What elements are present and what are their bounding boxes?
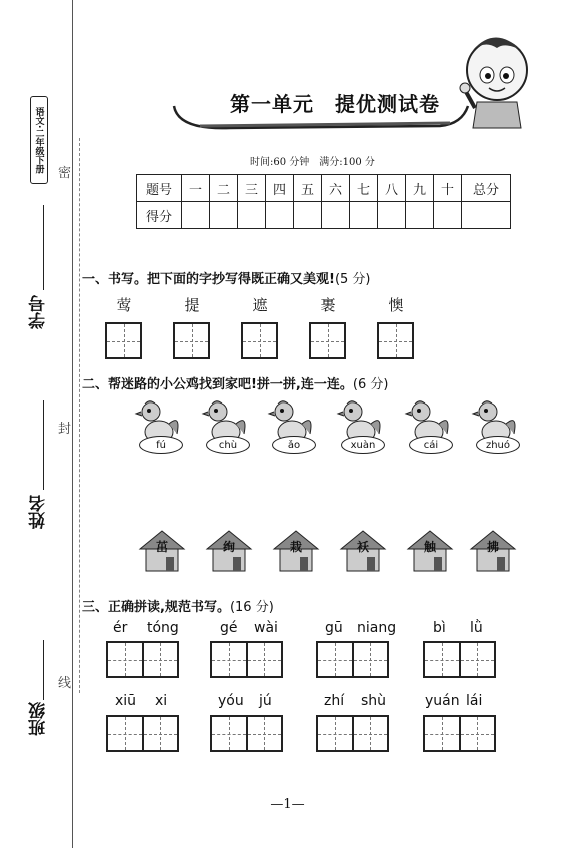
score-table-header-cell: 六 (322, 175, 350, 202)
house-char[interactable]: 茁 (155, 540, 168, 554)
house-char[interactable]: 栽 (289, 540, 302, 554)
pinyin-syllable: xi (155, 693, 168, 709)
score-row-label: 得分 (137, 202, 182, 229)
copy-char: 裹 (320, 296, 336, 314)
writing-box-pair[interactable] (210, 641, 283, 678)
section-1-points: (5 分) (334, 272, 371, 287)
score-table-header-cell: 九 (406, 175, 434, 202)
student-id-line (43, 205, 44, 290)
score-table-header-cell: 八 (378, 175, 406, 202)
pinyin-oval[interactable]: cái (409, 436, 453, 454)
pinyin-syllable: bì (433, 620, 446, 636)
copy-char: 提 (184, 296, 200, 314)
cut-line (79, 138, 80, 693)
score-table-header-cell: 三 (238, 175, 266, 202)
page-title: 第一单元 提优测试卷 (230, 92, 440, 116)
score-cell[interactable] (294, 202, 322, 229)
writing-box[interactable] (377, 322, 414, 359)
pinyin-syllable: wài (254, 620, 278, 636)
pinyin-syllable: jú (259, 693, 272, 709)
section-3-heading (82, 596, 274, 615)
writing-box[interactable] (309, 322, 346, 359)
score-cell[interactable] (238, 202, 266, 229)
pinyin-oval[interactable]: ǎo (272, 436, 316, 454)
score-cell[interactable] (322, 202, 350, 229)
section-2-points: (6 分) (352, 377, 389, 392)
pinyin-oval[interactable]: chù (206, 436, 250, 454)
writing-box-pair[interactable] (423, 715, 496, 752)
score-cell[interactable] (406, 202, 434, 229)
writing-box[interactable] (173, 322, 210, 359)
score-table-header-cell: 题号 (137, 175, 182, 202)
name-line (43, 400, 44, 490)
score-cell[interactable] (266, 202, 294, 229)
pinyin-syllable: shù (361, 693, 387, 709)
pinyin-syllable: lǜ (470, 620, 483, 636)
house-char[interactable]: 袄 (356, 540, 369, 554)
writing-box-pair[interactable] (106, 715, 179, 752)
pinyin-oval[interactable]: xuàn (341, 436, 385, 454)
pinyin-syllable: tóng (147, 620, 179, 636)
score-cell[interactable] (210, 202, 238, 229)
writing-box-pair[interactable] (210, 715, 283, 752)
pinyin-oval[interactable]: zhuó (476, 436, 520, 454)
score-cell-total[interactable] (462, 202, 511, 229)
pinyin-syllable: zhí (324, 693, 345, 709)
pinyin-oval[interactable]: fú (139, 436, 183, 454)
writing-box-pair[interactable] (106, 641, 179, 678)
copy-char: 遮 (252, 296, 268, 314)
writing-box-pair[interactable] (423, 641, 496, 678)
seal-char-xian: 线 (58, 676, 72, 691)
mascot-illustration (455, 20, 535, 140)
copy-char: 懊 (388, 296, 404, 314)
score-table-header-cell: 一 (182, 175, 210, 202)
score-table-header-cell: 十 (434, 175, 462, 202)
score-cell[interactable] (350, 202, 378, 229)
section-2-heading (82, 373, 388, 392)
time-score-info: 时间:60 分钟 满分:100 分 (250, 157, 375, 168)
section-2-title: 二、帮迷路的小公鸡找到家吧!拼一拼,连一连。 (82, 377, 353, 392)
score-table-header-cell: 七 (350, 175, 378, 202)
score-cell[interactable] (182, 202, 210, 229)
name-label: 姓名 (29, 495, 49, 529)
pinyin-syllable: gū (325, 620, 343, 636)
copy-char: 莺 (116, 296, 132, 314)
score-table (136, 174, 511, 229)
score-cell[interactable] (434, 202, 462, 229)
class-label: 班级 (29, 702, 49, 736)
book-tag: 语文·二年级下册 (30, 96, 48, 184)
seal-char-feng: 封 (58, 422, 72, 437)
section-1-heading (82, 268, 371, 287)
score-cell[interactable] (378, 202, 406, 229)
section-3-title: 三、正确拼读,规范书写。 (82, 600, 230, 615)
score-table-header-cell: 五 (294, 175, 322, 202)
pinyin-syllable: lái (466, 693, 483, 709)
house-char[interactable]: 拂 (486, 540, 499, 554)
student-id-label: 学号 (29, 295, 49, 329)
writing-box[interactable] (241, 322, 278, 359)
writing-box[interactable] (105, 322, 142, 359)
score-table-header-cell: 总分 (462, 175, 511, 202)
score-table-header-row (137, 175, 511, 202)
page-number: —1— (270, 797, 305, 812)
score-table-header-cell: 二 (210, 175, 238, 202)
score-table-score-row (137, 202, 511, 229)
writing-box-pair[interactable] (316, 641, 389, 678)
pinyin-syllable: yuán (425, 693, 460, 709)
pinyin-syllable: yóu (218, 693, 244, 709)
pinyin-syllable: xiū (115, 693, 137, 709)
writing-box-pair[interactable] (316, 715, 389, 752)
class-line (43, 640, 44, 700)
section-3-points: (16 分) (229, 600, 274, 615)
seal-char-mi: 密 (58, 166, 72, 181)
score-table-header-cell: 四 (266, 175, 294, 202)
house-char[interactable]: 绚 (222, 540, 235, 554)
pinyin-syllable: niang (357, 620, 397, 636)
pinyin-syllable: gé (220, 620, 238, 636)
pinyin-syllable: ér (113, 620, 128, 636)
house-char[interactable]: 触 (423, 540, 436, 554)
binding-line (72, 0, 73, 848)
section-1-title: 一、书写。把下面的字抄写得既正确又美观! (82, 272, 335, 287)
